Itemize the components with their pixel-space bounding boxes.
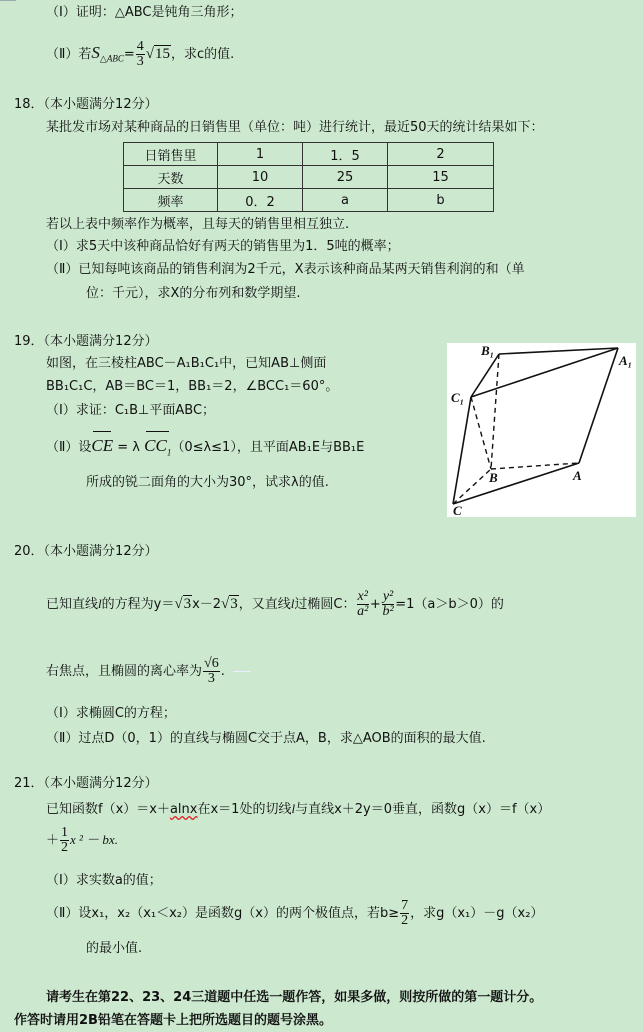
label-a1: A₁ xyxy=(619,353,633,368)
q19-part2-prefix: （Ⅱ）设 xyxy=(46,440,92,455)
fraction-half: $\frac{1}{2}$ xyxy=(61,825,69,855)
equals-one: =1 xyxy=(395,597,415,612)
q19-part2-line2: 所成的锐二面角的大小为30°，试求λ的值. xyxy=(86,475,329,490)
q18-intro: 某批发市场对某种商品的日销售里（单位：吨）进行统计，最近50天的统计结果如下： xyxy=(46,120,544,135)
table-row xyxy=(124,166,494,189)
spellcheck-alnx: alnx xyxy=(169,802,198,817)
sqrt-3: √3 xyxy=(174,596,192,612)
q21-text: ，求g（x₁）－g（x₂） xyxy=(410,906,544,921)
eccentricity-fraction: $\frac{√6}{3}$ xyxy=(204,656,219,686)
table-row xyxy=(124,189,494,212)
label-c1: C₁ xyxy=(451,390,465,405)
q21-heading: 21．（本小题满分12分） xyxy=(14,776,158,791)
page-corner-mark xyxy=(0,0,16,1)
q21-line2 xyxy=(46,822,118,859)
q17-part2-prefix: （Ⅱ）若 xyxy=(46,47,92,62)
q17-part1: （Ⅰ）证明：△ABC是钝角三角形； xyxy=(46,5,243,20)
table-cell: 日销售里 xyxy=(124,143,218,166)
vector-cc1: $CC_1$ xyxy=(144,432,171,466)
q18-heading: 18．（本小题满分12分） xyxy=(14,97,158,112)
q21-part1: （Ⅰ）求实数a的值； xyxy=(46,873,162,888)
prism-figure xyxy=(447,343,636,517)
label-a: A xyxy=(573,468,582,483)
plus-sign: ＋ xyxy=(46,833,60,848)
notice-line2: 作答时请用2B铅笔在答题卡上把所选题目的题号涂黑。 xyxy=(14,1013,332,1028)
q17-area-symbol: S xyxy=(91,43,100,62)
vector-ce: CE xyxy=(91,432,113,460)
table-cell: b xyxy=(388,189,494,212)
fraction-seven-halves: $\frac{7}{2}$ xyxy=(401,898,409,928)
q17-fraction: $\frac{4}{3}$ xyxy=(136,39,144,69)
line-l-symbol: l xyxy=(291,801,296,816)
q20-text: 右焦点，且椭圆的离心率为 xyxy=(46,664,203,679)
sqrt-3: √3 xyxy=(221,596,238,612)
q21-text: x ² － bx. xyxy=(70,832,118,847)
line-l-symbol: l xyxy=(98,596,102,611)
q20-text: 已知直线 xyxy=(46,597,99,612)
table-cell: 25 xyxy=(303,166,388,189)
q18-part2-line1: （Ⅱ）已知每吨该商品的销售利润为2千元，X表示该种商品某两天销售利润的和（单 xyxy=(46,262,525,277)
label-b1: B₁ xyxy=(481,343,495,358)
q19-condition: （0≤λ≤1），且平面AB₁E与BB₁E xyxy=(171,440,365,455)
q17-equals: = xyxy=(123,47,135,62)
q20-line1 xyxy=(46,588,504,621)
q19-line2: BB₁C₁C，AB＝BC＝1，BB₁＝2，∠BCC₁＝60°。 xyxy=(46,379,339,394)
table-cell: 0．2 xyxy=(218,189,303,212)
fraction-y2-b2: $\frac{\text{y²}}{\text{b²}}$ xyxy=(382,589,394,619)
q17-part2 xyxy=(46,36,234,76)
table-cell: 2 xyxy=(388,143,494,166)
q20-text: x－2 xyxy=(192,597,222,612)
q17-part2-suffix: ，求c的值. xyxy=(170,47,235,62)
q21-line1 xyxy=(46,800,550,819)
period: . xyxy=(220,664,225,679)
q21-part2-line2: 的最小值. xyxy=(86,941,143,956)
line-l-symbol: l xyxy=(290,596,295,611)
label-c: C xyxy=(453,503,462,518)
q17-sqrt: √15 xyxy=(145,46,170,62)
table-cell: 1．5 xyxy=(303,143,388,166)
label-b: B xyxy=(489,470,498,485)
q19-line1: 如图，在三棱柱ABC－A₁B₁C₁中，已知AB⊥侧面 xyxy=(46,356,327,371)
q21-text: 与直线x＋2y＝0垂直，函数g（x）＝f（x） xyxy=(295,802,551,817)
q18-part2-line2: 位：千元），求X的分布列和数学期望. xyxy=(86,286,301,301)
faint-mark xyxy=(233,671,251,672)
fraction-x2-a2: $\frac{\text{x²}}{\text{a²}}$ xyxy=(357,589,369,619)
q20-heading: 20．（本小题满分12分） xyxy=(14,544,158,559)
q20-text: 过椭圆C： xyxy=(294,597,356,612)
table-cell: 频率 xyxy=(124,189,218,212)
q18-assumption: 若以上表中频率作为概率，且每天的销售里相互独立. xyxy=(46,217,350,232)
q20-line2 xyxy=(46,654,251,690)
q18-part1: （Ⅰ）求5天中该种商品恰好有两天的销售里为1．5吨的概率； xyxy=(46,239,400,254)
triangular-prism-diagram xyxy=(447,343,636,517)
table-cell: 1 xyxy=(218,143,303,166)
table-cell: 天数 xyxy=(124,166,218,189)
q21-text: （Ⅱ）设x₁，x₂（x₁＜x₂）是函数g（x）的两个极值点，若b≥ xyxy=(46,906,400,921)
q21-text: 在x＝1处的切线 xyxy=(197,802,292,817)
table-cell: 15 xyxy=(388,166,494,189)
q19-part1: （Ⅰ）求证：C₁B⊥平面ABC； xyxy=(46,403,216,418)
table-row xyxy=(124,143,494,166)
q19-eq-lambda: = λ xyxy=(113,440,145,455)
q21-text: 已知函数f（x）＝x＋ xyxy=(46,802,170,817)
q20-text: 的方程为y＝ xyxy=(101,597,175,612)
q21-part2 xyxy=(46,896,543,932)
q20-text: ，又直线 xyxy=(238,597,291,612)
q19-part2 xyxy=(46,432,364,466)
q18-sales-table xyxy=(123,142,494,212)
q20-text: （a＞b＞0）的 xyxy=(414,597,504,612)
notice-line1: 请考生在第22、23、24三道题中任选一题作答，如果多做，则按所做的第一题计分。 xyxy=(46,990,543,1005)
table-cell: 10 xyxy=(218,166,303,189)
table-cell: a xyxy=(303,189,388,212)
q17-area-subscript: △ABC xyxy=(99,53,124,64)
q20-part1: （Ⅰ）求椭圆C的方程； xyxy=(46,706,176,721)
q20-part2: （Ⅱ）过点D（0，1）的直线与椭圆C交于点A，B，求△AOB的面积的最大值. xyxy=(46,731,486,746)
plus-sign: + xyxy=(369,597,381,612)
q19-heading: 19．（本小题满分12分） xyxy=(14,334,158,349)
